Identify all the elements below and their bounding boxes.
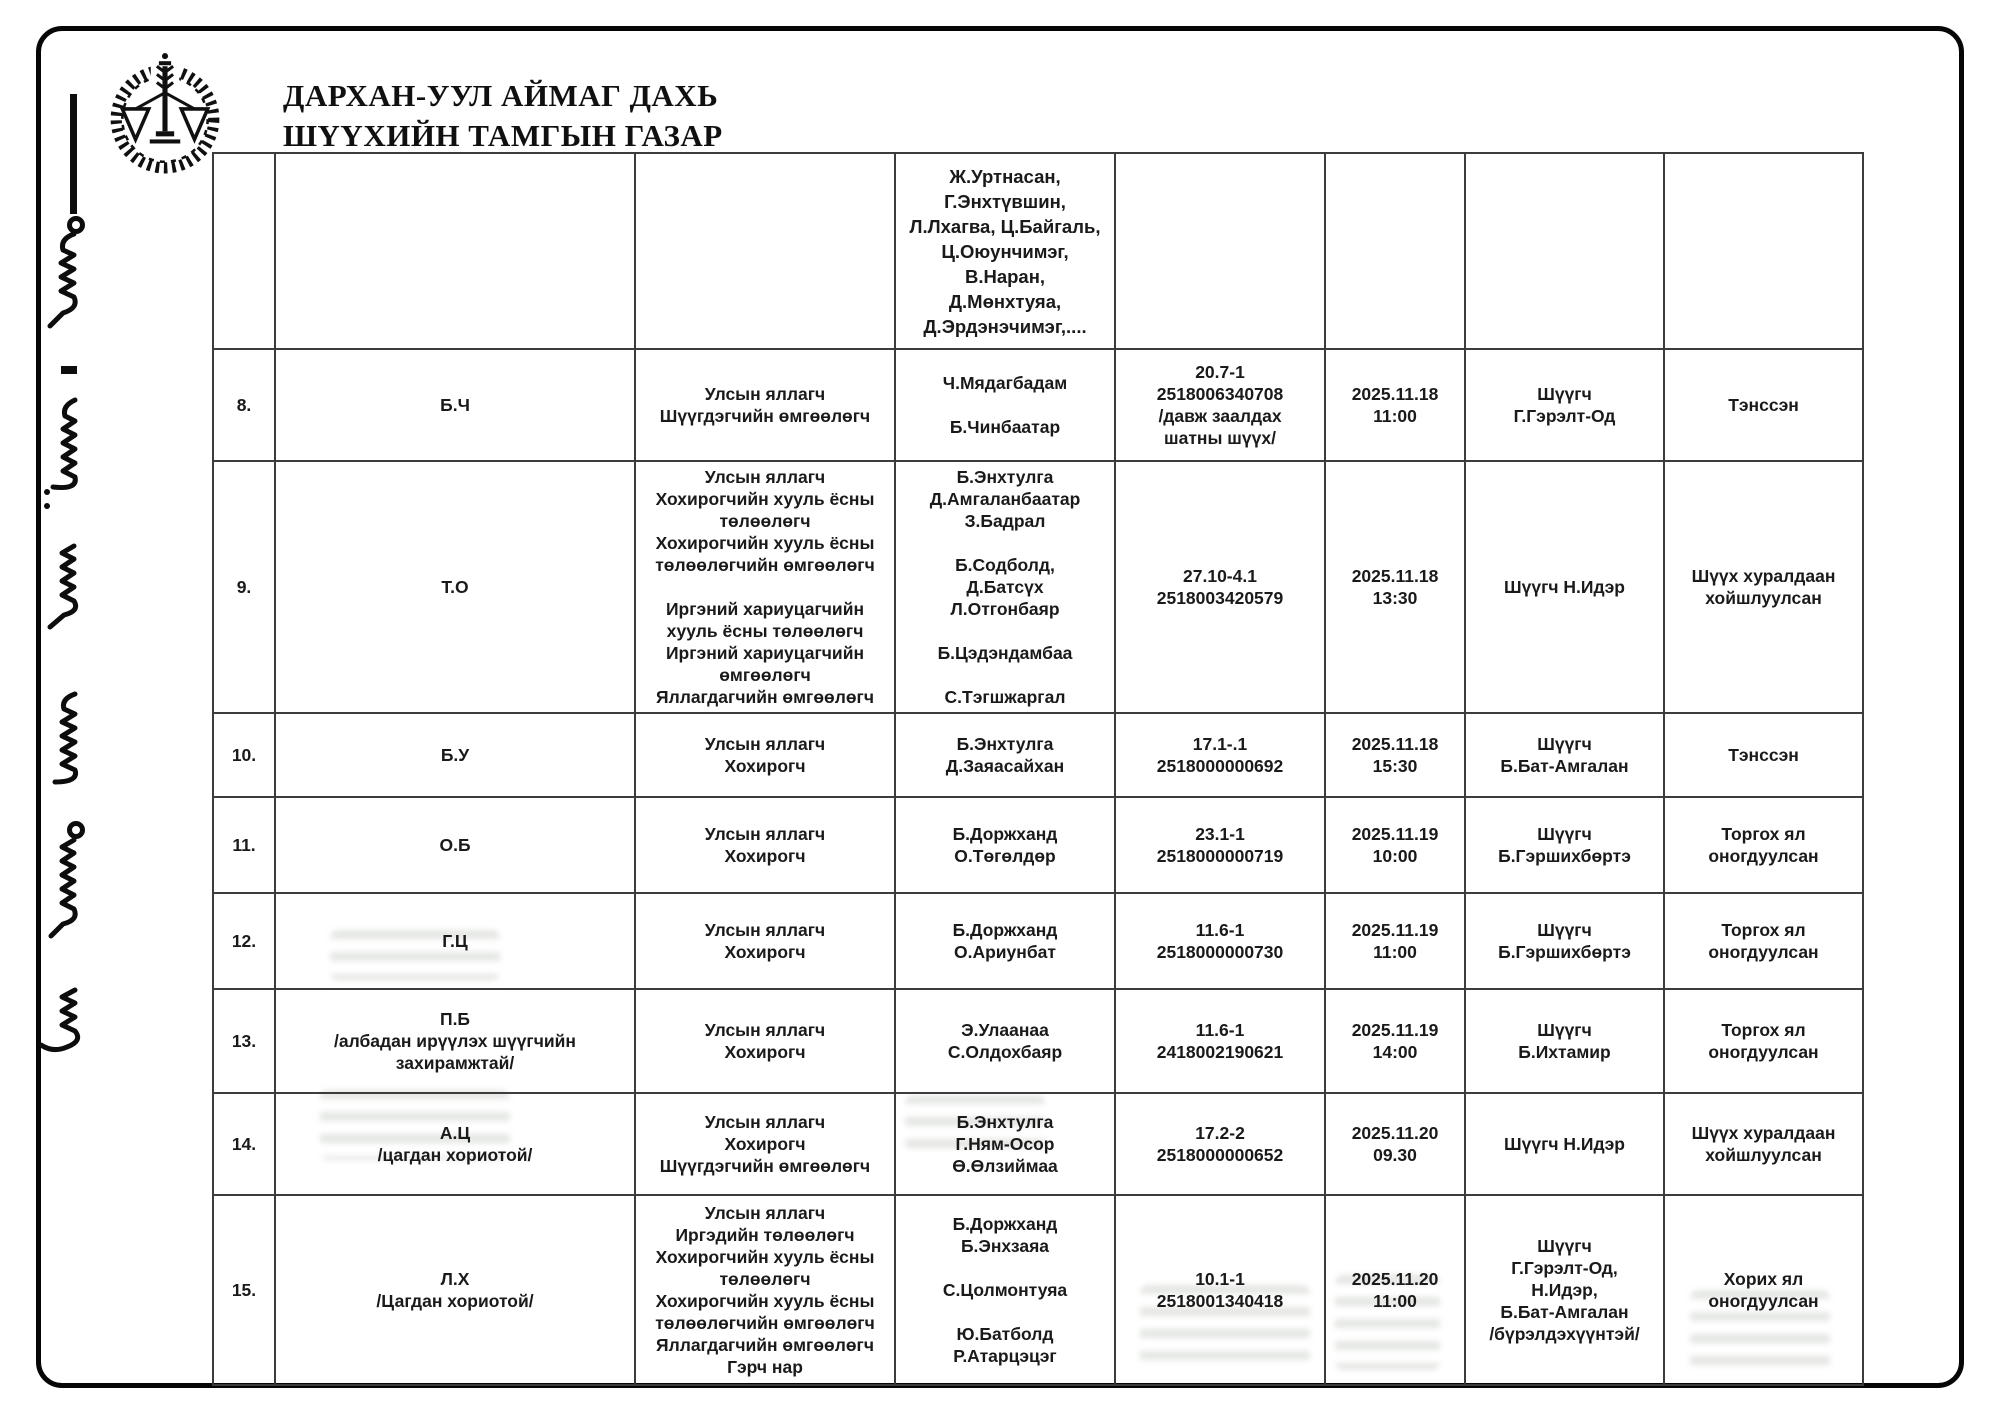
cell-line: Улсын яллагч (704, 467, 826, 487)
cell-line: Л.Отгонбаяр (950, 599, 1060, 619)
cell-line: Хорих ял (1723, 1269, 1804, 1289)
row-number: 13. (213, 989, 275, 1093)
cell-line: Г.Ням-Осор (955, 1134, 1055, 1154)
result (1664, 349, 1863, 461)
cell-line: Б.Доржханд (952, 824, 1058, 844)
cell-line: Б.Доржханд (952, 920, 1058, 940)
cell-line: 11.6-1 (1195, 1020, 1245, 1040)
carryover-date-cell (1325, 153, 1465, 349)
cell-line: Торгох ял (1721, 920, 1806, 940)
hearing-datetime (1325, 713, 1465, 797)
cell-line: Ю.Батболд (956, 1324, 1054, 1344)
hearing-datetime (1325, 989, 1465, 1093)
cell-line: Иргэний хариуцагчийн (665, 599, 865, 619)
cell-line: Б.Энхтулга (956, 1112, 1054, 1132)
defendant-initials (275, 989, 635, 1093)
cell-line: Улсын яллагч (704, 734, 826, 754)
cell-line: З.Бадрал (964, 511, 1046, 531)
judge (1465, 461, 1664, 713)
carryover-judge-cell (1465, 153, 1664, 349)
defendant-initials (275, 797, 635, 893)
cell-line: 11:00 (1373, 1291, 1417, 1311)
row-number: 15. (213, 1195, 275, 1385)
result (1664, 1093, 1863, 1195)
case-number (1115, 1093, 1325, 1195)
result (1664, 797, 1863, 893)
participant-roles (635, 1195, 895, 1385)
participant-names (895, 713, 1115, 797)
cell-line: 2518000000730 (1156, 942, 1284, 962)
hearing-datetime (1325, 797, 1465, 893)
cell-line: Тэнссэн (1728, 745, 1799, 765)
case-number (1115, 797, 1325, 893)
table-row-9 (213, 461, 1863, 713)
court-hearings-table (212, 152, 1864, 1386)
cell-line: оногдуулсан (1708, 1042, 1819, 1062)
cell-line: С.Цолмонтуяа (942, 1280, 1068, 1300)
table-row-14 (213, 1093, 1863, 1195)
cell-line: 11:00 (1373, 406, 1417, 426)
cell-line: /Цагдан хориотой/ (376, 1291, 534, 1311)
cell-line: С.Олдохбаяр (947, 1042, 1063, 1062)
cell-line: 2025.11.20 (1351, 1269, 1439, 1289)
cell-line (902, 664, 1108, 686)
cell-line: О.Ариунбат (954, 942, 1056, 962)
cell-line: 11.6-1 (1195, 920, 1245, 940)
cell-line: төлөөлөгч (719, 1269, 811, 1289)
carryover-result-cell (1664, 153, 1863, 349)
cell-line: П.Б (439, 1009, 471, 1029)
cell-line: 27.10-4.1 (1183, 566, 1257, 586)
table-row-15 (213, 1195, 1863, 1385)
cell-line: А.Ц (439, 1123, 471, 1143)
cell-line (902, 1301, 1108, 1323)
judge (1465, 893, 1664, 989)
cell-line: Г.Энхтүвшин, (944, 190, 1066, 212)
cell-line: Яллагдагчийн өмгөөлөгч (656, 687, 874, 707)
cell-line: Улсын яллагч (704, 1020, 826, 1040)
participant-roles (635, 893, 895, 989)
carryover-case-cell (1115, 153, 1325, 349)
cell-line: Торгох ял (1721, 824, 1806, 844)
cell-line: Гэрч нар (727, 1357, 803, 1377)
cell-line: Тэнссэн (1728, 395, 1799, 415)
defendant-initials (275, 349, 635, 461)
participant-names (895, 1195, 1115, 1385)
hearing-datetime (1325, 1195, 1465, 1385)
cell-line: /давж заалдах (1158, 406, 1282, 426)
cell-line: Яллагдагчийн өмгөөлөгч (656, 1335, 874, 1355)
cell-line: Б.Ихтамир (1518, 1042, 1611, 1062)
cell-line: 2025.11.19 (1351, 920, 1439, 940)
participant-names (895, 797, 1115, 893)
defendant-initials (275, 1195, 635, 1385)
cell-line: /албадан ирүүлэх шүүгчийн (334, 1031, 576, 1051)
cell-line: Хохирогч (724, 1042, 806, 1062)
cell-line: Б.Энхзаяа (960, 1236, 1050, 1256)
participant-names (895, 1093, 1115, 1195)
cell-line: Иргэний хариуцагчийн (665, 643, 865, 663)
cell-line: 2518000000652 (1156, 1145, 1284, 1165)
cell-line: Шүүгч (1537, 734, 1592, 754)
cell-line: Шүүх хуралдаан (1691, 566, 1836, 586)
cell-line: Р.Атарцэцэг (953, 1346, 1057, 1366)
cell-line: Шүүгч (1537, 1020, 1592, 1040)
judge (1465, 797, 1664, 893)
cell-line: 2025.11.18 (1351, 384, 1439, 404)
cell-line: Ц.Оюунчимэг, (941, 240, 1069, 262)
cell-line: Шүүгдэгчийн өмгөөлөгч (659, 1156, 871, 1176)
hearing-datetime (1325, 1093, 1465, 1195)
participant-names (895, 893, 1115, 989)
cell-line: 2518000000719 (1156, 846, 1284, 866)
carryover-defendant-cell (275, 153, 635, 349)
cell-line: Б.Ч (440, 395, 470, 415)
cell-line: Л.Лхагва, Ц.Байгаль, (909, 215, 1101, 237)
cell-line: 17.2-2 (1195, 1123, 1245, 1143)
defendant-initials (275, 713, 635, 797)
cell-line: Г.Гэрэлт-Од (1513, 406, 1616, 426)
result (1664, 1195, 1863, 1385)
row-number: 8. (213, 349, 275, 461)
row-number: 10. (213, 713, 275, 797)
table-row-12 (213, 893, 1863, 989)
cell-line: Б.Гэршихбөртэ (1498, 942, 1631, 962)
cell-line: оногдуулсан (1708, 1291, 1819, 1311)
cell-line: Шүүгч Н.Идэр (1504, 1134, 1625, 1154)
cell-line: Улсын яллагч (704, 920, 826, 940)
cell-line: /цагдан хориотой/ (377, 1145, 533, 1165)
cell-line: 2025.11.18 (1351, 566, 1439, 586)
defendant-initials (275, 1093, 635, 1195)
cell-line: хойшлуулсан (1705, 1145, 1822, 1165)
cell-line: Шүүгч (1537, 1236, 1592, 1256)
case-number (1115, 713, 1325, 797)
court-emblem-logo (104, 50, 226, 176)
cell-line: Шүүх хуралдаан (1691, 1123, 1836, 1143)
table-row-carryover (213, 153, 1863, 349)
participant-roles (635, 1093, 895, 1195)
cell-line: 2025.11.19 (1351, 824, 1439, 844)
case-number (1115, 989, 1325, 1093)
case-number (1115, 461, 1325, 713)
participant-names (895, 461, 1115, 713)
participant-roles (635, 989, 895, 1093)
hearing-datetime (1325, 893, 1465, 989)
cell-line: Шүүгч Н.Идэр (1504, 577, 1625, 597)
cell-line: 17.1-.1 (1192, 734, 1248, 754)
carryover-participants-cell (895, 153, 1115, 349)
cell-line: Б.Энхтулга (956, 734, 1054, 754)
cell-line: 15:30 (1372, 756, 1418, 776)
cell-line (642, 576, 888, 598)
cell-line: 2518000000692 (1156, 756, 1284, 776)
cell-line: Г.Гэрэлт-Од, (1511, 1258, 1618, 1278)
cell-line: захирамжтай/ (395, 1053, 515, 1073)
judge (1465, 1093, 1664, 1195)
cell-line: Б.Цэдэндамбаа (937, 643, 1073, 663)
cell-line: 2025.11.18 (1351, 734, 1439, 754)
cell-line: Б.У (440, 745, 470, 765)
cell-line: Шүүгч (1537, 824, 1592, 844)
cell-line (902, 1257, 1108, 1279)
cell-line: 23.1-1 (1195, 824, 1245, 844)
cell-line: Улсын яллагч (704, 824, 826, 844)
cell-line: 2518003420579 (1156, 588, 1284, 608)
cell-line: хойшлуулсан (1705, 588, 1822, 608)
cell-line: Э.Улаанаа (961, 1020, 1049, 1040)
cell-line: Хохирогч (724, 846, 806, 866)
row-number: 14. (213, 1093, 275, 1195)
participant-roles (635, 797, 895, 893)
result (1664, 989, 1863, 1093)
cell-line: 2518006340708 (1156, 384, 1284, 404)
cell-line: Торгох ял (1721, 1020, 1806, 1040)
cell-line: Хохирогчийн хууль ёсны (655, 1291, 875, 1311)
cell-line: 2025.11.19 (1351, 1020, 1439, 1040)
result (1664, 461, 1863, 713)
cell-line: 2025.11.20 (1351, 1123, 1439, 1143)
row-number: 11. (213, 797, 275, 893)
cell-line: өмгөөлөгч (719, 665, 811, 685)
cell-line: Д.Эрдэнэчимэг,.... (923, 315, 1087, 337)
org-name-line1: ДАРХАН-УУЛ АЙМАГ ДАХЬ (283, 78, 719, 113)
cell-line: Хохирогч (724, 1134, 806, 1154)
cell-line: 10:00 (1372, 846, 1418, 866)
cell-line: Хохирогчийн хууль ёсны (655, 489, 875, 509)
cell-line: О.Б (439, 835, 471, 855)
cell-line: Хохирогчийн хууль ёсны (655, 533, 875, 553)
cell-line: Б.Чинбаатар (949, 417, 1061, 437)
cell-line: О.Төгөлдөр (954, 846, 1056, 866)
cell-line: 20.7-1 (1195, 362, 1245, 382)
judge (1465, 989, 1664, 1093)
cell-line: Шүүгч (1537, 384, 1592, 404)
cell-line: 13:30 (1372, 588, 1418, 608)
cell-line: Д.Заяасайхан (945, 756, 1065, 776)
row-number: 9. (213, 461, 275, 713)
case-number (1115, 349, 1325, 461)
cell-line: Б.Бат-Амгалан (1500, 1302, 1629, 1322)
hearing-datetime (1325, 349, 1465, 461)
table-row-13 (213, 989, 1863, 1093)
cell-line: Н.Идэр, (1531, 1280, 1598, 1300)
cell-line: 09.30 (1373, 1145, 1417, 1165)
cell-line: 10.1-1 (1195, 1269, 1245, 1289)
cell-line: Б.Бат-Амгалан (1500, 756, 1629, 776)
cell-line: 11:00 (1373, 942, 1417, 962)
participant-roles (635, 349, 895, 461)
result (1664, 713, 1863, 797)
participant-names (895, 349, 1115, 461)
cell-line (902, 532, 1108, 554)
cell-line: Хохирогчийн хууль ёсны (655, 1247, 875, 1267)
cell-line: Хохирогч (724, 756, 806, 776)
cell-line: Г.Ц (442, 931, 468, 951)
cell-line: Улсын яллагч (704, 1112, 826, 1132)
org-name-line2: ШҮҮХИЙН ТАМГЫН ГАЗАР (283, 118, 723, 153)
cell-line: төлөөлөгч (719, 511, 811, 531)
cell-line (902, 620, 1108, 642)
hearing-datetime (1325, 461, 1465, 713)
participant-roles (635, 461, 895, 713)
cell-line: Ж.Уртнасан, (949, 165, 1061, 187)
carryover-number-cell (213, 153, 275, 349)
cell-line: Д.Амгаланбаатар (929, 489, 1081, 509)
carryover-roles-cell (635, 153, 895, 349)
cell-line: хууль ёсны төлөөлөгч (666, 621, 864, 641)
cell-line: Шүүгч (1537, 920, 1592, 940)
cell-line: Улсын яллагч (704, 1203, 826, 1223)
cell-line: /бүрэлдэхүүнтэй/ (1489, 1324, 1640, 1344)
cell-line: Т.О (441, 577, 469, 597)
cell-line: В.Наран, (964, 265, 1046, 287)
row-number: 12. (213, 893, 275, 989)
cell-line: Иргэдийн төлөөлөгч (675, 1225, 855, 1245)
cell-line: Д.Батсүх (966, 577, 1044, 597)
cell-line: Хохирогч (724, 942, 806, 962)
cell-line: 2418002190621 (1156, 1042, 1284, 1062)
table-row-8 (213, 349, 1863, 461)
table-row-11 (213, 797, 1863, 893)
participant-roles (635, 713, 895, 797)
result (1664, 893, 1863, 989)
case-number (1115, 1195, 1325, 1385)
cell-line: Б.Гэршихбөртэ (1498, 846, 1631, 866)
case-number (1115, 893, 1325, 989)
cell-line: Ө.Өлзиймаа (952, 1156, 1058, 1176)
defendant-initials (275, 893, 635, 989)
judge (1465, 1195, 1664, 1385)
judge (1465, 349, 1664, 461)
participant-names (895, 989, 1115, 1093)
cell-line: 14:00 (1372, 1042, 1418, 1062)
cell-line: шатны шүүх/ (1164, 428, 1276, 448)
cell-line: 2518001340418 (1156, 1291, 1284, 1311)
cell-line (902, 394, 1108, 416)
cell-line: С.Тэгшжаргал (944, 687, 1066, 707)
table-row-10 (213, 713, 1863, 797)
org-name (283, 76, 723, 156)
cell-line: Б.Доржханд (952, 1214, 1058, 1234)
judge (1465, 713, 1664, 797)
cell-line: төлөөлөгчийн өмгөөлөгч (655, 1313, 875, 1333)
defendant-initials (275, 461, 635, 713)
cell-line: Д.Мөнхтуяа, (948, 290, 1062, 312)
cell-line: Б.Энхтулга (956, 467, 1054, 487)
cell-line: Л.Х (440, 1269, 470, 1289)
cell-line: Ч.Мядагбадам (942, 373, 1068, 393)
cell-line: оногдуулсан (1708, 942, 1819, 962)
mongolian-vertical-script-decoration (28, 94, 106, 1084)
cell-line: Улсын яллагч (704, 384, 826, 404)
cell-line: Б.Содболд, (955, 555, 1055, 575)
cell-line: оногдуулсан (1708, 846, 1819, 866)
cell-line: Шүүгдэгчийн өмгөөлөгч (659, 406, 871, 426)
cell-line: төлөөлөгчийн өмгөөлөгч (655, 555, 875, 575)
